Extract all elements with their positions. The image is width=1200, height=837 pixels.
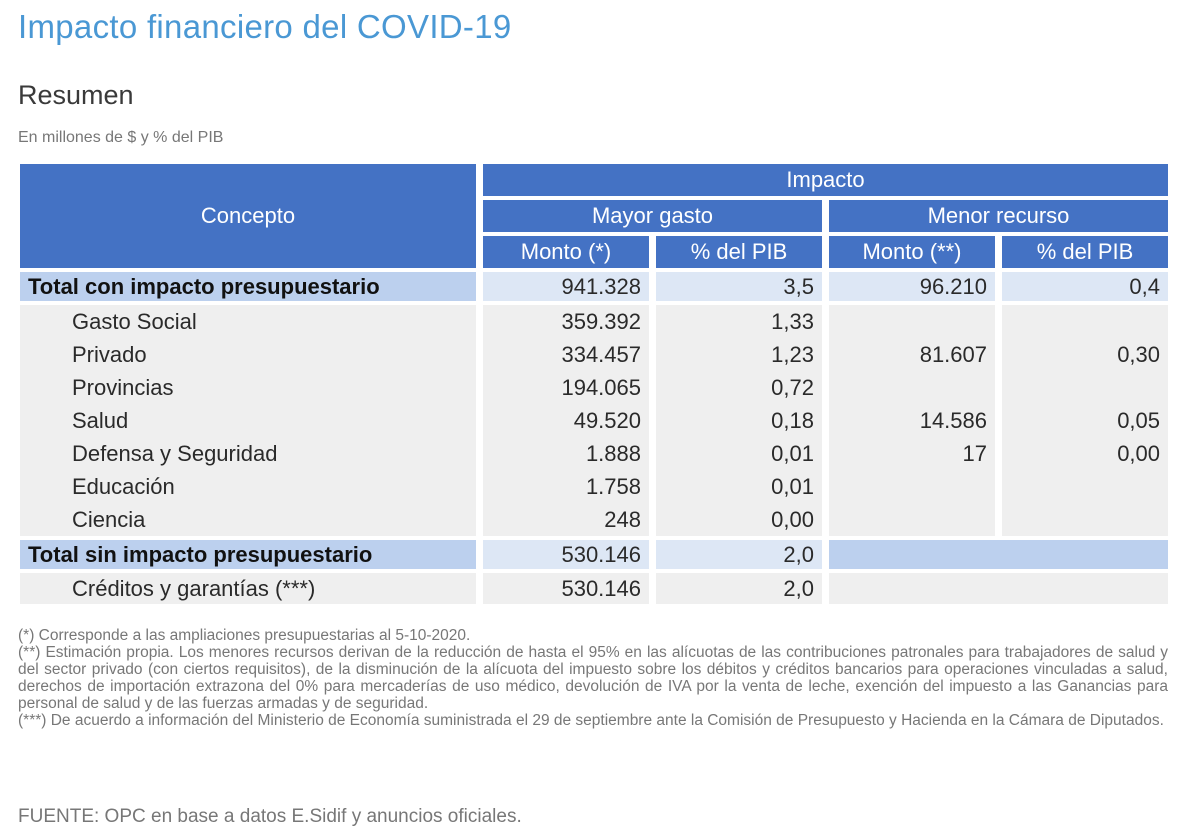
- table-cell: 359.392: [561, 309, 641, 334]
- table-cell: 1,23: [771, 342, 814, 367]
- header-pib-gasto: % del PIB: [656, 236, 822, 268]
- detalle-labels: [20, 305, 476, 536]
- table-cell: [1010, 503, 1160, 536]
- covid-impact-table: [13, 160, 1175, 608]
- footnotes: [18, 627, 1168, 729]
- total-sin-impacto-row: [20, 540, 1168, 569]
- table-cell: [837, 470, 987, 503]
- detalle-monto: [483, 305, 649, 536]
- detalle-monto-mr: [829, 305, 995, 536]
- table-cell: 0,72: [771, 375, 814, 400]
- table-cell: [837, 305, 987, 338]
- creditos-label: Créditos y garantías (***): [20, 573, 476, 604]
- total-sin-blank: [829, 540, 1168, 569]
- table-cell: 0,30: [1117, 342, 1161, 367]
- table-cell: 334.457: [561, 342, 641, 367]
- table-cell: 0,05: [1117, 408, 1161, 433]
- table-cell: 49.520: [573, 408, 641, 433]
- footnote: (***) De acuerdo a información del Ministerio de Economía suministrada el 29 de septiembre ante la Comisión de Presupuesto y Hacienda en la Cámara de Diputados.: [18, 712, 1164, 729]
- detalle-pib-mr: [1002, 305, 1168, 536]
- header-pib-recurso: % del PIB: [1002, 236, 1168, 268]
- total-con-monto: 941.328: [483, 272, 649, 301]
- table-cell: [837, 503, 987, 536]
- table-cell: 1,33: [771, 309, 814, 334]
- footnote: (**) Estimación propia. Los menores recursos derivan de la reducción de hasta el 95% en las alícuotas de las contribuciones patronales para trabajadores de salud y del sector privado (con ciertos requisitos), de la disminución de la alícuota del impuesto sobre los débitos y créditos bancarios para operaciones vinculadas a salud, derechos de importación extrazona del 0% para mercaderías de uso médico, devolución de IVA por la venta de leche, exención del impuesto a las Ganancias para personal de salud y de las fuerzas armadas y de seguridad.: [18, 644, 1168, 712]
- table-cell: 0,00: [1117, 441, 1161, 466]
- section-subtitle: Resumen: [18, 80, 134, 110]
- source-note: FUENTE: OPC en base a datos E.Sidif y anuncios oficiales.: [18, 806, 522, 827]
- list-item: Gasto Social: [72, 309, 197, 334]
- header-impacto: Impacto: [483, 164, 1168, 196]
- creditos-pib: 2,0: [656, 573, 822, 604]
- list-item: Privado: [72, 342, 147, 367]
- footnote: (*) Corresponde a las ampliaciones presupuestarias al 5-10-2020.: [18, 627, 471, 644]
- creditos-monto: 530.146: [483, 573, 649, 604]
- list-item: Educación: [72, 474, 175, 499]
- header-concepto: Concepto: [20, 164, 476, 268]
- units-caption: En millones de $ y % del PIB: [18, 129, 224, 146]
- page-title: Impacto financiero del COVID-19: [18, 8, 512, 45]
- table-cell: 1.888: [585, 441, 641, 466]
- creditos-blank: [829, 573, 1168, 604]
- table-cell: [1010, 305, 1160, 338]
- list-item: Defensa y Seguridad: [72, 441, 278, 466]
- total-sin-monto: 530.146: [483, 540, 649, 569]
- table-cell: 81.607: [919, 342, 987, 367]
- header-monto-recurso: Monto (**): [829, 236, 995, 268]
- table-cell: 194.065: [561, 375, 641, 400]
- total-con-pib-mr: 0,4: [1002, 272, 1168, 301]
- table-cell: [1010, 470, 1160, 503]
- total-con-pib: 3,5: [656, 272, 822, 301]
- total-sin-label: Total sin impacto presupuestario: [20, 540, 476, 569]
- header-menor-recurso: Menor recurso: [829, 200, 1168, 232]
- table-cell: [837, 371, 987, 404]
- list-item: Provincias: [72, 375, 174, 400]
- table-cell: 0,00: [771, 507, 814, 532]
- list-item: Ciencia: [72, 507, 146, 532]
- total-sin-pib: 2,0: [656, 540, 822, 569]
- total-con-monto-mr: 96.210: [829, 272, 995, 301]
- total-con-label: Total con impacto presupuestario: [20, 272, 476, 301]
- table-cell: 0,18: [771, 408, 814, 433]
- table-cell: 248: [604, 507, 641, 532]
- table-cell: 14.586: [919, 408, 987, 433]
- header-monto-gasto: Monto (*): [483, 236, 649, 268]
- table-cell: 0,01: [771, 441, 814, 466]
- header-mayor-gasto: Mayor gasto: [483, 200, 822, 232]
- list-item: Salud: [72, 408, 129, 433]
- detalle-pib: [656, 305, 822, 536]
- table-cell: 1.758: [585, 474, 641, 499]
- table-cell: [1010, 371, 1160, 404]
- table-cell: 17: [962, 441, 987, 466]
- total-con-impacto-row: [20, 272, 1168, 301]
- table-cell: 0,01: [771, 474, 814, 499]
- detalle-sin-impacto-row: [20, 573, 1168, 604]
- detalle-con-impacto-row: [20, 305, 1168, 536]
